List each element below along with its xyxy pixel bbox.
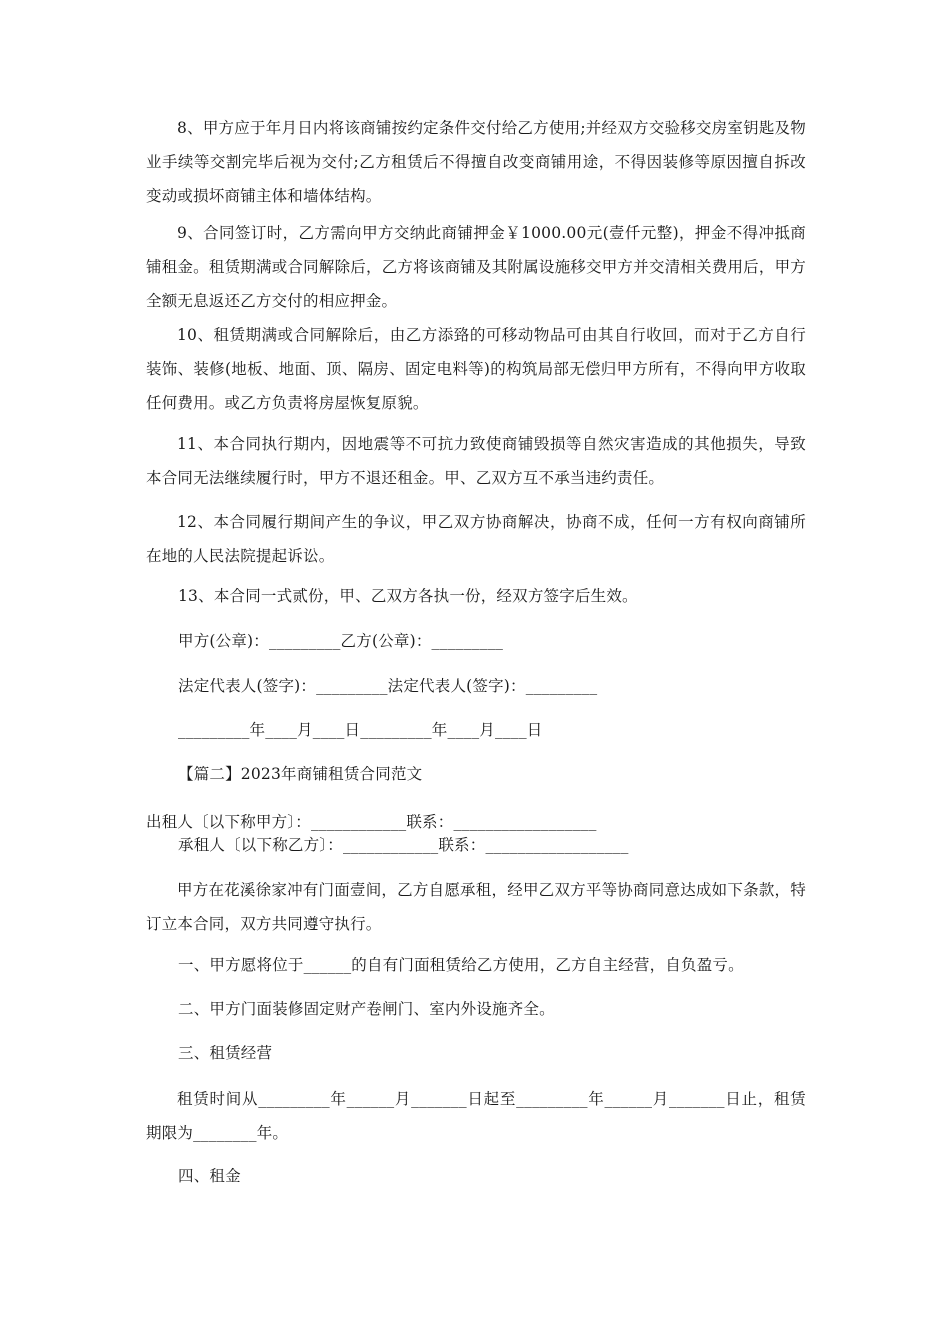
clause-10: 10、租赁期满或合同解除后，由乙方添臵的可移动物品可由其自行收回，而对于乙方自行装饰、装修(地板、地面、顶、隔房、固定电料等)的构筑局部无偿归甲方所有，不得向甲方收取任何费用。或乙方负责将房屋恢复原貌。 (146, 326, 806, 412)
item-one: 一、甲方愿将位于______的自有门面租赁给乙方使用，乙方自主经营，自负盈亏。 (178, 956, 744, 974)
lessee-line: 承租人〔以下称乙方〕：____________联系：__________________ (178, 836, 629, 854)
item-four: 四、租金 (178, 1167, 241, 1185)
clause-13: 13、本合同一式贰份，甲、乙双方各执一份，经双方签字后生效。 (178, 587, 638, 605)
clause-11: 11、本合同执行期内，因地震等不可抗力致使商铺毁损等自然灾害造成的其他损失，导致本合同无法继续履行时，甲方不退还租金。甲、乙双方互不承当违约责任。 (146, 435, 806, 487)
lessor-line: 出租人〔以下称甲方〕：____________联系：__________________ (146, 813, 597, 831)
intro-paragraph: 甲方在花溪徐家冲有门面壹间，乙方自愿承租，经甲乙双方平等协商同意达成如下条款，特订立本合同，双方共同遵守执行。 (146, 881, 806, 933)
signature-date-line: _________年____月____日_________年____月____日 (178, 721, 543, 739)
section-two-title: 【篇二】2023年商铺租赁合同范文 (178, 765, 423, 783)
item-three: 三、租赁经营 (178, 1044, 273, 1062)
clause-9: 9、合同签订时，乙方需向甲方交纳此商铺押金￥1000.00元(壹仟元整)，押金不得冲抵商铺租金。租赁期满或合同解除后，乙方将该商铺及其附属设施移交甲方并交清相关费用后，甲方全额无息返还乙方交付的相应押金。 (146, 224, 806, 310)
signature-party-line: 甲方(公章)：_________乙方(公章)：_________ (178, 632, 504, 650)
signature-representative-line: 法定代表人(签字)：_________法定代表人(签字)：_________ (178, 677, 598, 695)
clause-12: 12、本合同履行期间产生的争议，甲乙双方协商解决，协商不成，任何一方有权向商铺所在地的人民法院提起诉讼。 (146, 513, 806, 565)
lease-period-paragraph: 租赁时间从_________年______月_______日起至_________年______月_______日止，租赁期限为________年。 (146, 1090, 806, 1142)
item-two: 二、甲方门面装修固定财产卷闸门、室内外设施齐全。 (178, 1000, 555, 1018)
clause-8: 8、甲方应于年月日内将该商铺按约定条件交付给乙方使用;并经双方交验移交房室钥匙及物业手续等交割完毕后视为交付;乙方租赁后不得擅自改变商铺用途，不得因装修等原因擅自拆改变动或损坏商铺主体和墙体结构。 (146, 119, 806, 205)
